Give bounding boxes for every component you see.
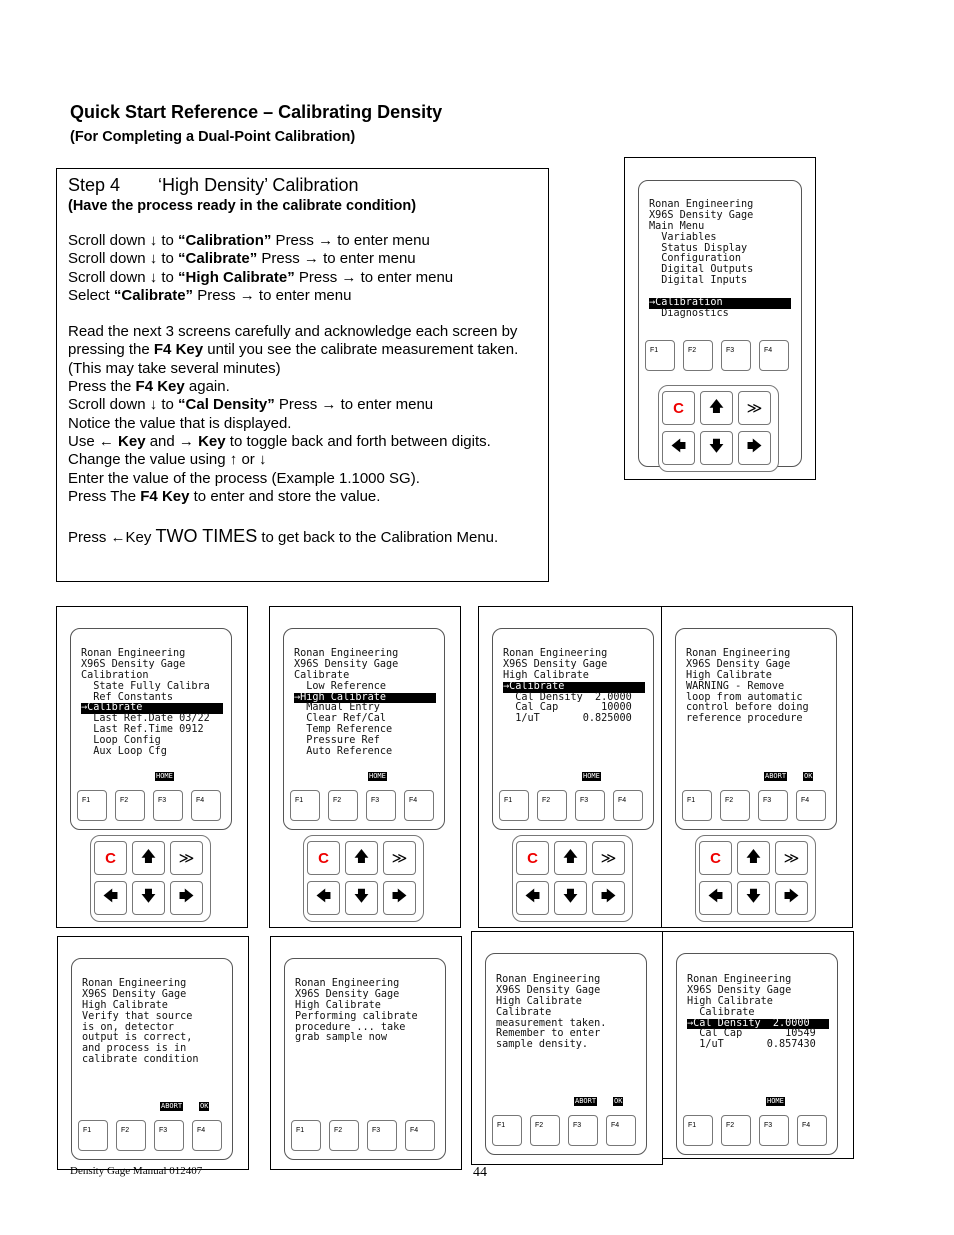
screen-line: Ronan Engineering	[81, 648, 186, 659]
step-line: (This may take several minutes)	[68, 359, 281, 377]
softkey-abort[interactable]: ABORT	[575, 1097, 597, 1105]
device-screen	[295, 979, 418, 1044]
screen-line: Ronan Engineering	[503, 648, 608, 659]
screen-line: Ronan Engineering	[649, 199, 754, 210]
f-key-label: F4	[197, 1127, 206, 1134]
f-key-label: F2	[121, 1127, 130, 1134]
screen-line: Configuration	[649, 253, 742, 265]
softkey-ok[interactable]: OK	[804, 772, 813, 780]
f-key-label: F3	[159, 1127, 168, 1134]
step-line: Press The F4 Key to enter and store the value.	[68, 487, 381, 505]
screen-line: WARNING - Remove	[686, 680, 785, 692]
f-key-label: F3	[580, 797, 589, 804]
step-name: ‘High Density’ Calibration	[158, 175, 359, 195]
f4-key[interactable]	[405, 1120, 435, 1151]
step-title	[68, 175, 358, 196]
screen-line: measurement taken.	[496, 1017, 607, 1029]
step-line: Press the F4 Key again.	[68, 378, 230, 396]
screen-line: X96S Density Gage	[294, 658, 399, 670]
f-key-label: F2	[688, 347, 697, 354]
down-arrow-key[interactable]: 🡇	[700, 431, 733, 465]
screen-line: Calibration	[81, 669, 149, 681]
down-arrow-key[interactable]: 🡇	[132, 881, 165, 915]
screen-line: Auto Reference	[294, 746, 393, 758]
screen-line: procedure ... take	[295, 1021, 406, 1033]
screen-line: control before doing	[686, 702, 809, 714]
c-key[interactable]: C	[307, 841, 340, 875]
up-arrow-key[interactable]: 🡅	[132, 841, 165, 875]
screen-line: Manual Entry	[294, 702, 380, 714]
f-key-label: F4	[409, 797, 418, 804]
f-key-label: F3	[726, 347, 735, 354]
screen-line: loop from automatic	[686, 691, 803, 703]
screen-line: Ronan Engineering	[82, 978, 187, 989]
f4-key[interactable]	[191, 790, 221, 821]
screen-line: Cal Density 2.0000	[503, 691, 632, 703]
screen-line: Verify that source	[82, 1010, 193, 1022]
screen-line: Low Reference	[294, 680, 387, 692]
down-arrow-key[interactable]: 🡇	[737, 881, 770, 915]
f4-key[interactable]	[613, 790, 643, 821]
device-screen	[686, 649, 809, 725]
step-line: Scroll down ↓ to “Cal Density” Press → to enter menu	[68, 396, 434, 414]
screen-line: State Fully Calibra	[81, 680, 210, 692]
skip-key[interactable]: ≫	[170, 841, 203, 875]
f-key-label: F2	[120, 797, 129, 804]
screen-line: reference procedure	[686, 713, 803, 725]
f4-key[interactable]	[797, 1115, 827, 1146]
f2-key[interactable]	[329, 1120, 359, 1151]
skip-key[interactable]: ≫	[592, 841, 625, 875]
softkey-ok[interactable]: OK	[614, 1097, 623, 1105]
f4-key[interactable]	[759, 340, 789, 371]
device-screen	[82, 979, 199, 1066]
screen-line: Calibrate	[496, 1006, 552, 1018]
screen-line: High Calibrate	[496, 995, 582, 1007]
up-arrow-key[interactable]: 🡅	[737, 841, 770, 875]
f-key-label: F2	[542, 797, 551, 804]
f1-key[interactable]	[78, 1120, 108, 1151]
screen-line: and process is in	[82, 1043, 187, 1055]
screen-line: Ref Constants	[81, 691, 174, 703]
screen-line: Cal Cap 10000	[503, 702, 632, 714]
screen-line: 1/uT 0.857430	[687, 1039, 816, 1051]
softkey-ok[interactable]: OK	[200, 1102, 209, 1110]
f-key-label: F4	[801, 797, 810, 804]
softkey-abort[interactable]: ABORT	[765, 772, 787, 780]
step-line: Select “Calibrate” Press → to enter menu	[68, 286, 352, 304]
screen-line: X96S Density Gage	[81, 658, 186, 670]
f1-key[interactable]	[290, 790, 320, 821]
f-key-label: F2	[334, 1127, 343, 1134]
f2-key[interactable]	[328, 790, 358, 821]
screen-selected-line[interactable]	[503, 682, 645, 693]
softkey-home[interactable]: HOME	[156, 772, 173, 780]
left-arrow-key[interactable]: 🡄	[516, 881, 549, 915]
screen-line: Digital Inputs	[649, 275, 748, 287]
screen-line: Aux Loop Cfg	[81, 746, 167, 758]
step-instructions-box	[56, 168, 549, 582]
screen-line: 1/uT 0.825000	[503, 713, 632, 725]
f-key-label: F1	[650, 347, 659, 354]
f3-key[interactable]	[568, 1115, 598, 1146]
f1-key[interactable]	[682, 790, 712, 821]
softkey-home[interactable]: HOME	[369, 772, 386, 780]
f-key-label: F1	[83, 1127, 92, 1134]
screen-line: Variables	[649, 231, 717, 243]
screen-line: output is correct,	[82, 1032, 193, 1044]
right-arrow-key[interactable]: 🡆	[383, 881, 416, 915]
screen-line: X96S Density Gage	[295, 988, 400, 1000]
screen-line: X96S Density Gage	[649, 209, 754, 221]
screen-line: Ronan Engineering	[687, 974, 792, 985]
f-key-label: F4	[611, 1122, 620, 1129]
f-key-label: F2	[535, 1122, 544, 1129]
f1-key[interactable]	[77, 790, 107, 821]
step-line: Notice the value that is displayed.	[68, 414, 292, 432]
f3-key[interactable]	[758, 790, 788, 821]
screen-line: High Calibrate	[686, 669, 772, 681]
softkey-abort[interactable]: ABORT	[161, 1102, 183, 1110]
device-screen	[687, 975, 829, 1051]
screen-line: Status Display	[649, 242, 748, 254]
step-line: Enter the value of the process (Example 1.1000 SG).	[68, 469, 420, 487]
up-arrow-key[interactable]: 🡅	[554, 841, 587, 875]
screen-line: Last Ref.Date 03/22	[81, 713, 210, 725]
step-line: Read the next 3 screens carefully and acknowledge each screen by	[68, 323, 518, 341]
f4-key[interactable]	[606, 1115, 636, 1146]
f-key-label: F4	[618, 797, 627, 804]
f2-key[interactable]	[537, 790, 567, 821]
screen-line: Cal Cap 10549	[687, 1028, 816, 1040]
left-arrow-key[interactable]: 🡄	[662, 431, 695, 465]
f-key-label: F2	[726, 1122, 735, 1129]
selected-item[interactable]: →High Calibrate	[294, 693, 436, 704]
screen-line: High Calibrate	[295, 999, 381, 1011]
c-key[interactable]: C	[516, 841, 549, 875]
f-key-label: F1	[497, 1122, 506, 1129]
press-line-start: Press ←Key	[68, 529, 156, 546]
two-times-text: TWO TIMES	[155, 526, 258, 546]
step-line	[68, 305, 543, 323]
step-line: Change the value using ↑ or ↓	[68, 451, 267, 469]
device-screen	[81, 649, 223, 758]
step-label: Step 4	[68, 175, 121, 195]
softkey-home[interactable]: HOME	[767, 1097, 784, 1105]
screen-line: Ronan Engineering	[686, 648, 791, 659]
screen-line: X96S Density Gage	[496, 984, 601, 996]
page-title: Quick Start Reference – Calibrating Density	[70, 102, 443, 122]
left-arrow-key[interactable]: 🡄	[94, 881, 127, 915]
up-arrow-key[interactable]: 🡅	[700, 391, 733, 425]
page-subtitle: (For Completing a Dual-Point Calibration)	[70, 129, 356, 145]
step-line: Scroll down ↓ to “High Calibrate” Press → to enter menu	[68, 268, 454, 286]
right-arrow-key[interactable]: 🡆	[775, 881, 808, 915]
f4-key[interactable]	[192, 1120, 222, 1151]
screen-line: Remember to enter	[496, 1028, 601, 1040]
screen-line: X96S Density Gage	[82, 988, 187, 1000]
f2-key[interactable]	[116, 1120, 146, 1151]
f-key-label: F4	[410, 1127, 419, 1134]
selected-item[interactable]: →Calibration	[649, 298, 791, 309]
f-key-label: F4	[196, 797, 205, 804]
selected-item[interactable]: →Calibrate	[503, 682, 645, 693]
right-arrow-key[interactable]: 🡆	[738, 431, 771, 465]
f1-key[interactable]	[683, 1115, 713, 1146]
f-key-label: F3	[573, 1122, 582, 1129]
f-key-label: F3	[763, 797, 772, 804]
device-screen	[503, 649, 645, 725]
screen-line: Clear Ref/Cal	[294, 713, 387, 725]
f1-key[interactable]	[291, 1120, 321, 1151]
f4-key[interactable]	[796, 790, 826, 821]
f-key-label: F1	[688, 1122, 697, 1129]
f1-key[interactable]	[645, 340, 675, 371]
f-key-label: F2	[725, 797, 734, 804]
f-key-label: F1	[295, 797, 304, 804]
step-subtitle: (Have the process ready in the calibrate condition)	[68, 198, 417, 214]
press-two-times-line	[68, 526, 498, 547]
selected-item[interactable]: →Calibrate	[81, 703, 223, 714]
right-arrow-key[interactable]: 🡆	[170, 881, 203, 915]
f2-key[interactable]	[683, 340, 713, 371]
screen-line: Calibrate	[687, 1006, 755, 1018]
screen-line: High Calibrate	[503, 669, 589, 681]
right-arrow-key[interactable]: 🡆	[592, 881, 625, 915]
screen-line: Ronan Engineering	[496, 974, 601, 985]
screen-line: Digital Outputs	[649, 264, 754, 276]
f-key-label: F3	[764, 1122, 773, 1129]
step-line: Scroll down ↓ to “Calibration” Press → to enter menu	[68, 232, 430, 249]
f-key-label: F1	[296, 1127, 305, 1134]
screen-line: Pressure Ref	[294, 735, 380, 747]
f3-key[interactable]	[367, 1120, 397, 1151]
screen-line: X96S Density Gage	[686, 658, 791, 670]
left-arrow-key[interactable]: 🡄	[307, 881, 340, 915]
step-line: Scroll down ↓ to “Calibrate” Press → to enter menu	[68, 250, 416, 268]
screen-line: X96S Density Gage	[687, 984, 792, 996]
step-line: Use ← Key and → Key to toggle back and forth between digits.	[68, 432, 491, 450]
c-key[interactable]: C	[662, 391, 695, 425]
c-key[interactable]: C	[699, 841, 732, 875]
f1-key[interactable]	[492, 1115, 522, 1146]
f2-key[interactable]	[530, 1115, 560, 1146]
down-arrow-key[interactable]: 🡇	[554, 881, 587, 915]
skip-key[interactable]: ≫	[775, 841, 808, 875]
f-key-label: F3	[158, 797, 167, 804]
screen-line: Main Menu	[649, 220, 705, 232]
step-lines	[68, 232, 543, 506]
screen-line: Ronan Engineering	[294, 648, 399, 659]
screen-line: Loop Config	[81, 735, 161, 747]
screen-line: Ronan Engineering	[295, 978, 400, 989]
left-arrow-key[interactable]: 🡄	[699, 881, 732, 915]
f-key-label: F1	[504, 797, 513, 804]
f3-key[interactable]	[366, 790, 396, 821]
f3-key[interactable]	[153, 790, 183, 821]
step-line: pressing the F4 Key until you see the calibrate measurement taken.	[68, 341, 519, 359]
f-key-label: F2	[333, 797, 342, 804]
f2-key[interactable]	[720, 790, 750, 821]
up-arrow-key[interactable]: 🡅	[345, 841, 378, 875]
c-key[interactable]: C	[94, 841, 127, 875]
f-key-label: F3	[372, 1127, 381, 1134]
screen-line: calibrate condition	[82, 1054, 199, 1066]
f3-key[interactable]	[759, 1115, 789, 1146]
screen-line: Performing calibrate	[295, 1010, 418, 1022]
f1-key[interactable]	[499, 790, 529, 821]
manual-footer: Density Gage Manual 012407	[70, 1165, 203, 1177]
f2-key[interactable]	[721, 1115, 751, 1146]
device-screen	[496, 975, 606, 1051]
f-key-label: F3	[371, 797, 380, 804]
press-line-end: to get back to the Calibration Menu.	[257, 529, 499, 546]
screen-line: is on, detector	[82, 1021, 175, 1033]
screen-line: X96S Density Gage	[503, 658, 608, 670]
selected-item[interactable]: →Cal Density 2.0000	[687, 1019, 829, 1030]
screen-line: sample density.	[496, 1039, 589, 1051]
f3-key[interactable]	[721, 340, 751, 371]
f3-key[interactable]	[575, 790, 605, 821]
f-key-label: F1	[687, 797, 696, 804]
screen-line: High Calibrate	[82, 999, 168, 1011]
screen-line: Calibrate	[294, 669, 350, 681]
page-number: 44	[473, 1165, 487, 1180]
f3-key[interactable]	[154, 1120, 184, 1151]
screen-line: High Calibrate	[687, 995, 773, 1007]
device-screen	[294, 649, 436, 758]
screen-line: grab sample now	[295, 1032, 388, 1044]
screen-line: Temp Reference	[294, 724, 393, 736]
f4-key[interactable]	[404, 790, 434, 821]
skip-key[interactable]: ≫	[383, 841, 416, 875]
skip-key[interactable]: ≫	[738, 391, 771, 425]
f-key-label: F4	[802, 1122, 811, 1129]
screen-line: Last Ref.Time 0912	[81, 724, 204, 736]
f2-key[interactable]	[115, 790, 145, 821]
f-key-label: F1	[82, 797, 91, 804]
f-key-label: F4	[764, 347, 773, 354]
device-screen	[649, 200, 791, 320]
screen-line: Diagnostics	[649, 307, 729, 319]
softkey-home[interactable]: HOME	[583, 772, 600, 780]
down-arrow-key[interactable]: 🡇	[345, 881, 378, 915]
